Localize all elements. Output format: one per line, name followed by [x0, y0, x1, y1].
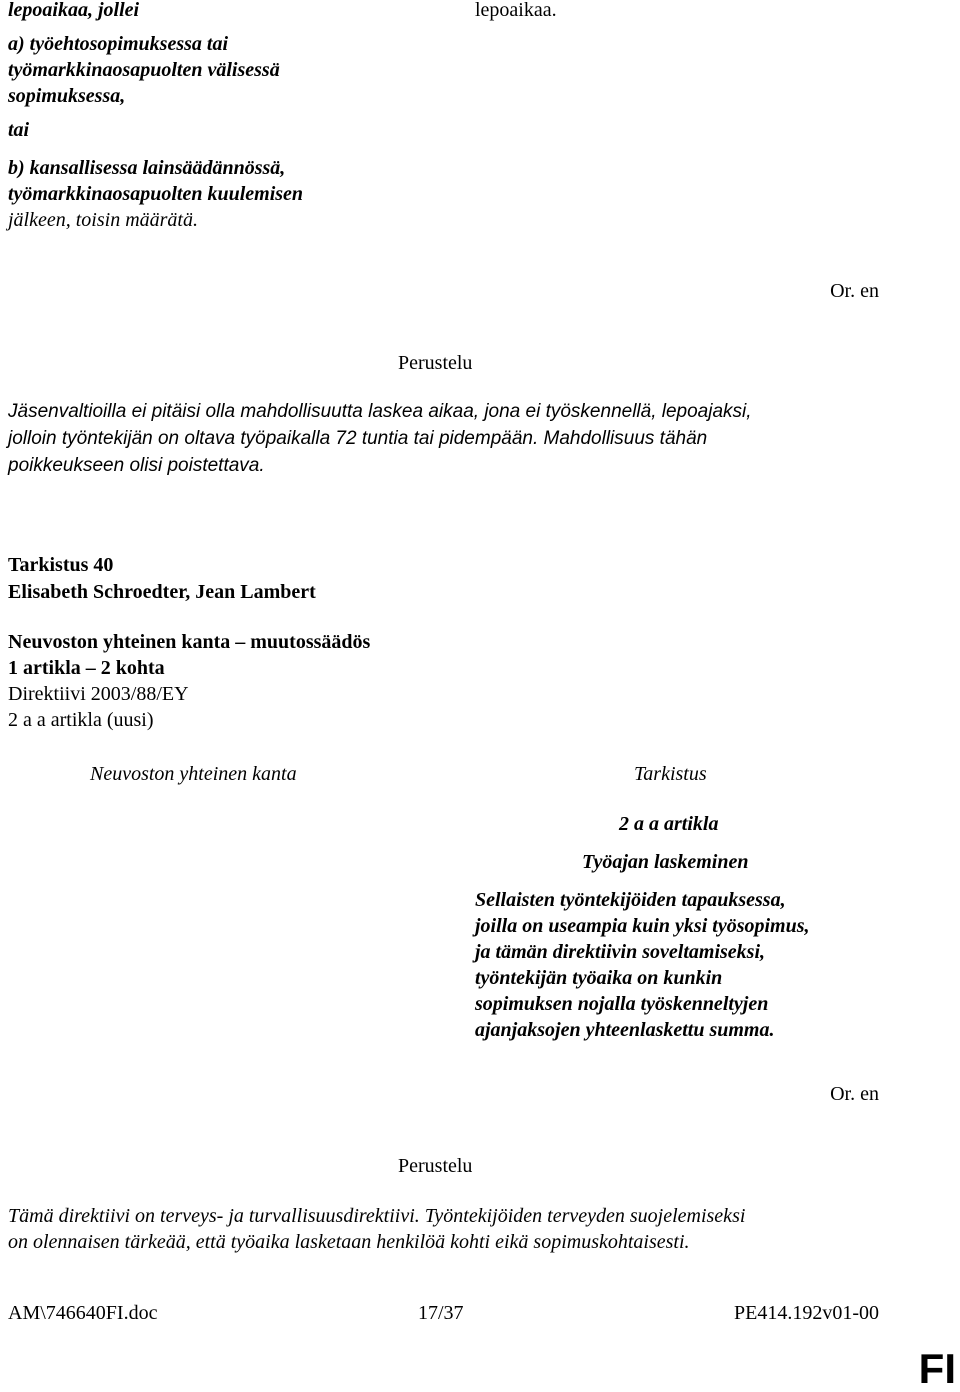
- column-header-council-position: Neuvoston yhteinen kanta: [90, 763, 297, 785]
- justification-heading: Perustelu: [398, 352, 473, 374]
- amendment-directive: Direktiivi 2003/88/EY: [8, 683, 189, 705]
- left-line: jälkeen, toisin määrätä.: [8, 209, 198, 231]
- original-language-label: Or. en: [830, 1083, 879, 1105]
- justification-text: [8, 398, 752, 479]
- left-line: työmarkkinaosapuolten välisessä: [8, 59, 280, 81]
- left-line: työmarkkinaosapuolten kuulemisen: [8, 183, 304, 205]
- amended-body-line: ja tämän direktiivin soveltamiseksi,: [475, 941, 765, 963]
- amended-body-line: sopimuksen nojalla työskenneltyjen: [475, 993, 769, 1015]
- footer-language-code: FI: [918, 1345, 956, 1392]
- left-line: sopimuksessa,: [8, 85, 126, 107]
- amendment-new-article: 2 a a artikla (uusi): [8, 709, 154, 731]
- justification-line: on olennaisen tärkeää, että työaika lasketaan henkilöä kohti eikä sopimuskohtaisesti.: [8, 1231, 690, 1253]
- justification-line: poikkeukseen olisi poistettava.: [8, 455, 265, 476]
- justification-line: jolloin työntekijän on oltava työpaikalla 72 tuntia tai pidempään. Mahdollisuus tähän: [8, 428, 708, 449]
- amended-body-line: työntekijän työaika on kunkin: [475, 967, 723, 989]
- justification-heading: Perustelu: [398, 1155, 473, 1177]
- previous-amendment-left-column: [8, 0, 303, 233]
- footer-page-number: 17/37: [418, 1302, 464, 1324]
- amended-article-body: [475, 887, 810, 1043]
- amendment-article-ref: 1 artikla – 2 kohta: [8, 657, 165, 679]
- previous-amendment-right-text: lepoaikaa.: [475, 0, 557, 21]
- amendment-authors: Elisabeth Schroedter, Jean Lambert: [8, 581, 316, 603]
- justification-text: [8, 1203, 745, 1255]
- left-line: b) kansallisessa lainsäädännössä,: [8, 157, 286, 179]
- footer-document-reference: AM\746640FI.doc: [8, 1302, 158, 1324]
- footer-pe-reference: PE414.192v01-00: [734, 1302, 879, 1324]
- amended-article-subtitle: Työajan laskeminen: [582, 851, 749, 873]
- original-language-label: Or. en: [830, 280, 879, 302]
- amended-body-line: ajanjaksojen yhteenlaskettu summa.: [475, 1019, 775, 1041]
- left-line: lepoaikaa, jollei: [8, 0, 140, 21]
- left-line: a) työehtosopimuksessa tai: [8, 33, 229, 55]
- justification-line: Tämä direktiivi on terveys- ja turvallisuusdirektiivi. Työntekijöiden terveyden suojelemiseksi: [8, 1205, 746, 1227]
- column-header-amendment: Tarkistus: [634, 763, 707, 785]
- amendment-number: Tarkistus 40: [8, 554, 114, 576]
- amendment-position: Neuvoston yhteinen kanta – muutossäädös: [8, 631, 371, 653]
- amended-body-line: Sellaisten työntekijöiden tapauksessa,: [475, 889, 786, 911]
- left-line: tai: [8, 119, 30, 141]
- amended-body-line: joilla on useampia kuin yksi työsopimus,: [475, 915, 810, 937]
- amended-article-title: 2 a a artikla: [619, 813, 719, 835]
- justification-line: Jäsenvaltioilla ei pitäisi olla mahdollisuutta laskea aikaa, jona ei työskennellä, lepoajaksi,: [8, 401, 752, 422]
